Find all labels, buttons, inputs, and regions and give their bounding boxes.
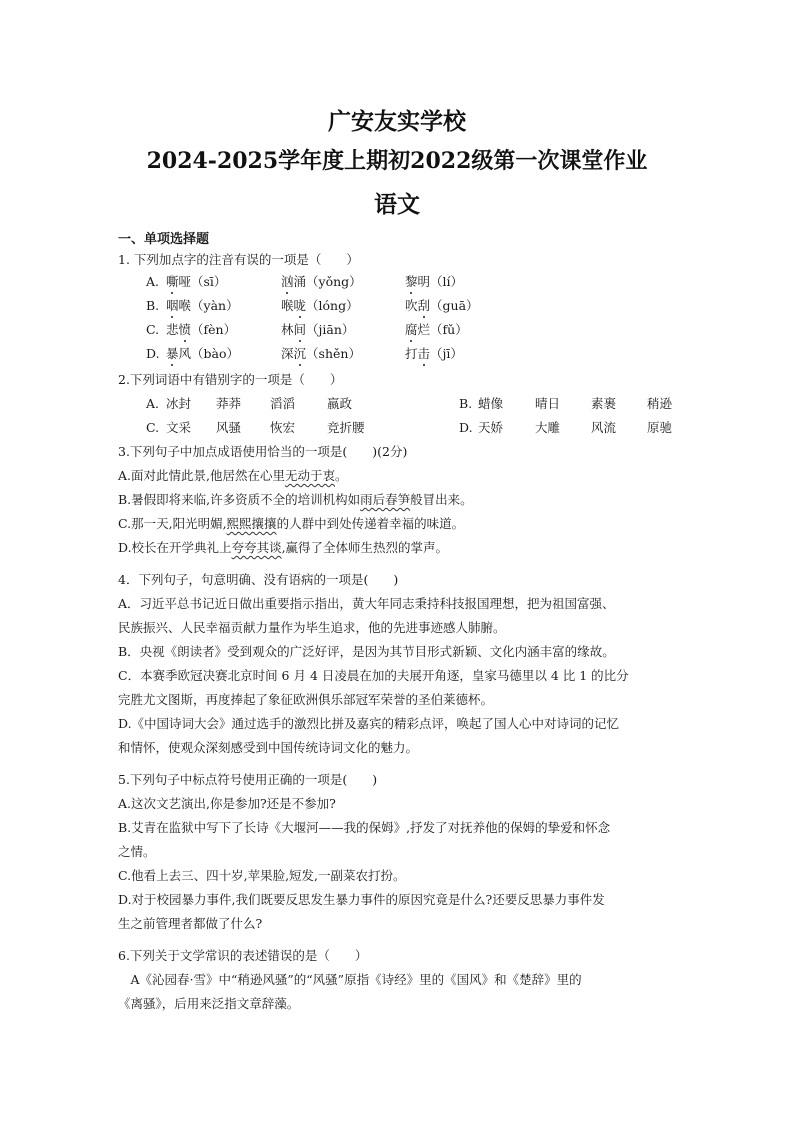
dotted-character: 黎 bbox=[405, 274, 418, 289]
dotted-character: 嘶 bbox=[166, 274, 179, 289]
word-item: 莽莽 bbox=[216, 396, 242, 411]
option-text: 般冒出来。 bbox=[410, 492, 473, 507]
question-6-line: A《沁园春·雪》中“稍逊风骚”的“风骚”原指《诗经》里的《国风》和《楚辞》里的 bbox=[118, 972, 582, 987]
question-5-line: A.这次文艺演出,你是参加?还是不参加? bbox=[118, 796, 336, 811]
question-3-option bbox=[118, 516, 464, 532]
option-label: B. bbox=[459, 396, 473, 411]
option-label: A. bbox=[146, 274, 160, 289]
question-6-line: 《离骚》，后用来泛指文章辞藻。 bbox=[118, 996, 300, 1011]
option-text: 。 bbox=[335, 468, 348, 483]
question-5-line: 之情。 bbox=[118, 844, 156, 859]
dotted-character: 愤 bbox=[178, 322, 192, 337]
option-label: A. bbox=[146, 396, 160, 411]
dotted-idiom: 夸夸其谈 bbox=[231, 540, 282, 555]
word-item: 大雕 bbox=[535, 420, 561, 435]
item-text: 哑（sī） bbox=[178, 274, 227, 289]
dotted-character: 咙 bbox=[293, 298, 307, 313]
word-item: 竞折腰 bbox=[327, 420, 365, 435]
word-item: 风流 bbox=[591, 420, 617, 435]
dotted-character: 腐 bbox=[405, 322, 418, 337]
item-text: （jī） bbox=[430, 346, 463, 361]
question-3-stem: 3.下列句子中加点成语使用恰当的一项是( )(2分) bbox=[118, 444, 408, 459]
pinyin-item bbox=[166, 298, 239, 314]
word-item: 风骚 bbox=[216, 420, 242, 435]
option-text: B.暑假即将来临,许多资质不全的培训机构如 bbox=[118, 492, 361, 507]
option-text: ,赢得了全体师生热烈的掌声。 bbox=[281, 540, 449, 555]
item-text: 明（lí） bbox=[417, 274, 464, 289]
option-text: 的人群中到处传递着幸福的味道。 bbox=[276, 516, 465, 531]
item-text: 涌（yǒng） bbox=[293, 274, 362, 289]
dotted-character: 刮 bbox=[417, 298, 431, 313]
option-label: C. bbox=[146, 322, 160, 337]
dotted-idiom: 熙熙攘攘 bbox=[226, 516, 277, 531]
pinyin-item bbox=[405, 274, 463, 290]
word-item: 素裹 bbox=[591, 396, 617, 411]
dotted-character: 暴 bbox=[166, 346, 179, 361]
pinyin-item bbox=[166, 274, 226, 290]
option-text: C.那一天,阳光明媚, bbox=[118, 516, 227, 531]
word-item: 天娇 bbox=[478, 420, 504, 435]
question-4-stem: 4．下列句子，句意明确、没有语病的一项是( ) bbox=[118, 572, 399, 587]
question-6-stem: 6.下列关于文学常识的表述错误的是（ ） bbox=[118, 948, 368, 963]
word-item: 恢宏 bbox=[270, 420, 296, 435]
option-text: D.校长在开学典礼上 bbox=[118, 540, 232, 555]
pinyin-item bbox=[281, 274, 362, 290]
pinyin-item bbox=[405, 346, 463, 362]
item-text: 烂（fǔ） bbox=[417, 322, 468, 337]
subject-title: 语文 bbox=[374, 191, 420, 218]
item-text: （guā） bbox=[430, 298, 479, 313]
item-text: （lóng） bbox=[306, 298, 359, 313]
item-text: （jiān） bbox=[306, 322, 355, 337]
dotted-character: 汹 bbox=[281, 274, 294, 289]
option-label: D. bbox=[459, 420, 473, 435]
school-name: 广安友实学校 bbox=[328, 108, 466, 135]
item-text: 林 bbox=[281, 322, 294, 337]
dotted-character: 击 bbox=[417, 346, 431, 361]
item-text: （shěn） bbox=[306, 346, 361, 361]
question-4-line: 和情怀，使观众深刻感受到中国传统诗词文化的魅力。 bbox=[118, 740, 419, 755]
word-item: 滔滔 bbox=[270, 396, 296, 411]
word-item: 嬴政 bbox=[327, 396, 353, 411]
dotted-character: 沉 bbox=[293, 346, 307, 361]
question-3-option bbox=[118, 540, 448, 556]
question-3-option bbox=[118, 468, 348, 484]
question-5-stem: 5.下列句子中标点符号使用正确的一项是( ) bbox=[118, 772, 378, 787]
item-text: 吹 bbox=[405, 298, 418, 313]
pinyin-item bbox=[166, 346, 239, 362]
item-text: （fèn） bbox=[191, 322, 237, 337]
item-text: 喉 bbox=[281, 298, 294, 313]
pinyin-item bbox=[405, 322, 468, 338]
worksheet-title: 2024-2025学年度上期初2022级第一次课堂作业 bbox=[146, 148, 648, 174]
option-label: D. bbox=[146, 346, 160, 361]
question-4-line: C．本赛季欧冠决赛北京时间 6 月 4 日凌晨在加的夫展开角逐，皇家马德里以 4 比 1 的比分 bbox=[118, 668, 629, 683]
word-item: 冰封 bbox=[166, 396, 192, 411]
pinyin-item bbox=[281, 322, 354, 338]
question-5-line: C.他看上去三、四十岁,苹果脸,短发,一副菜农打扮。 bbox=[118, 868, 406, 883]
pinyin-item bbox=[281, 346, 361, 362]
word-item: 文采 bbox=[166, 420, 192, 435]
dotted-idiom: 无动于衷 bbox=[284, 468, 335, 483]
word-item: 蜡像 bbox=[478, 396, 504, 411]
word-item: 稍逊 bbox=[647, 396, 673, 411]
pinyin-item bbox=[281, 298, 359, 314]
item-text: 悲 bbox=[166, 322, 179, 337]
dotted-character: 咽 bbox=[166, 298, 179, 313]
dotted-idiom: 雨后春笋 bbox=[360, 492, 411, 507]
question-1-stem: 1. 下列加点字的注音有误的一项是（ ） bbox=[118, 252, 359, 267]
question-5-line: D.对于校园暴力事件,我们既要反思发生暴力事件的原因究竟是什么?还要反思暴力事件发 bbox=[118, 892, 605, 907]
option-label: C. bbox=[146, 420, 160, 435]
item-text: 深 bbox=[281, 346, 294, 361]
question-5-line: B.艾青在监狱中写下了长诗《大堰河——我的保姆》,抒发了对抚养他的保姆的挚爱和怀念 bbox=[118, 820, 611, 835]
section-heading: 一、单项选择题 bbox=[118, 232, 210, 247]
option-text: A.面对此情此景,他居然在心里 bbox=[118, 468, 285, 483]
word-item: 晴日 bbox=[535, 396, 561, 411]
word-item: 原驰 bbox=[647, 420, 673, 435]
question-4-line: 完胜尤文图斯，再度捧起了象征欧洲俱乐部冠军荣誉的圣伯莱德杯。 bbox=[118, 692, 494, 707]
item-text: 打 bbox=[405, 346, 418, 361]
question-3-option bbox=[118, 492, 473, 508]
question-5-line: 生之前管理者都做了什么? bbox=[118, 916, 263, 931]
question-2-stem: 2.下列词语中有错别字的一项是（ ） bbox=[118, 372, 343, 387]
option-label: B. bbox=[146, 298, 160, 313]
item-text: 风（bào） bbox=[178, 346, 239, 361]
pinyin-item bbox=[405, 298, 479, 314]
question-4-line: 民族振兴、人民幸福贡献力量作为毕生追求，他的先进事迹感人肺腑。 bbox=[118, 620, 506, 635]
question-4-line: D.《中国诗词大会》通过选手的激烈比拼及嘉宾的精彩点评，唤起了国人心中对诗词的记忆 bbox=[118, 716, 620, 731]
question-4-line: A．习近平总书记近日做出重要指示指出，黄大年同志秉持科技报国理想，把为祖国富强、 bbox=[118, 596, 615, 611]
pinyin-item bbox=[166, 322, 236, 338]
item-text: 喉（yàn） bbox=[178, 298, 239, 313]
dotted-character: 间 bbox=[293, 322, 307, 337]
question-4-line: B．央视《朗读者》受到观众的广泛好评，是因为其节目形式新颖、文化内涵丰富的缘故。 bbox=[118, 644, 615, 659]
